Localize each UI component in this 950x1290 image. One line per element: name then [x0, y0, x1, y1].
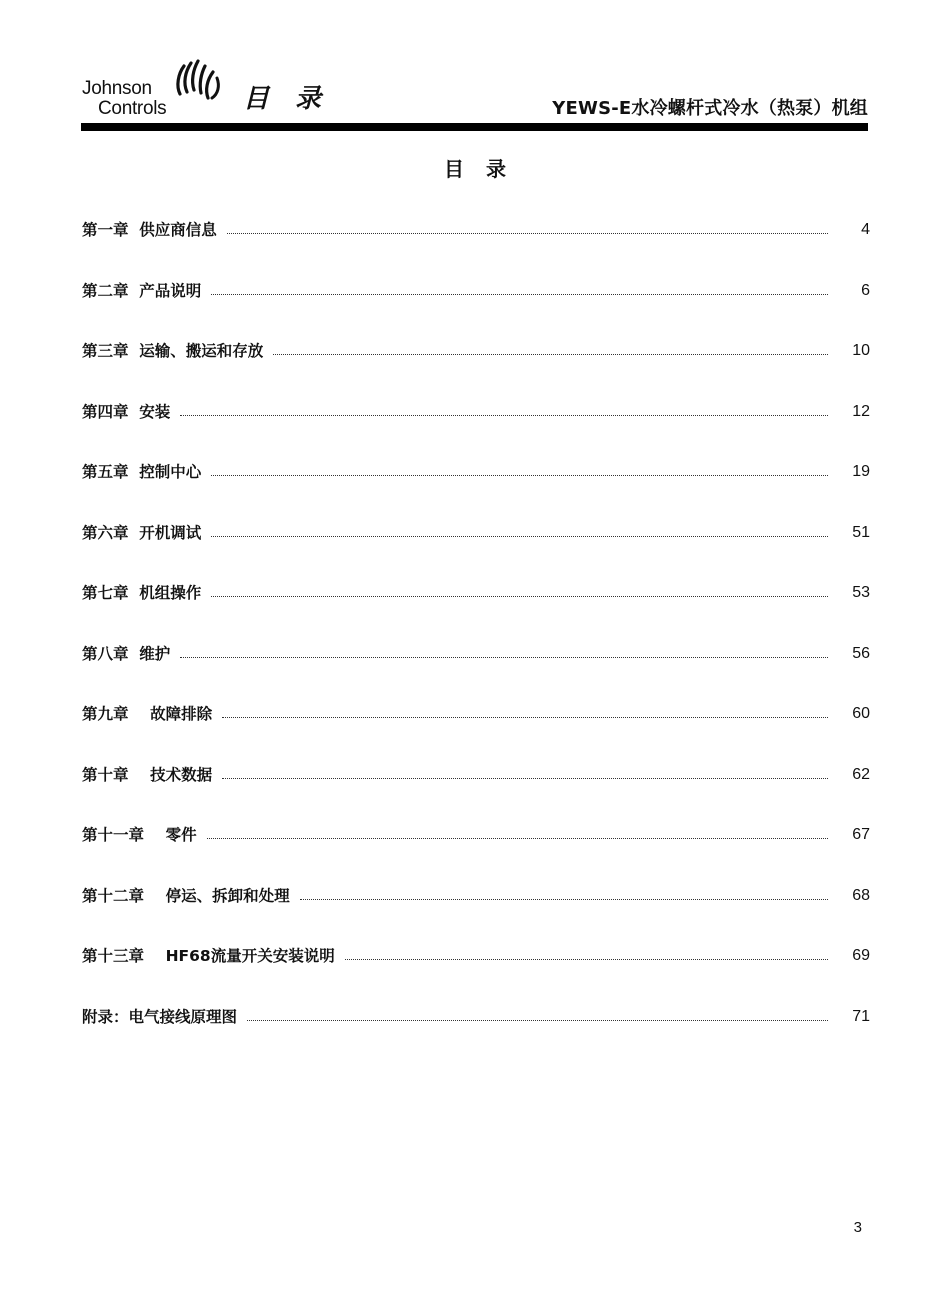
johnson-controls-logo	[82, 58, 227, 122]
toc-entry[interactable]	[82, 210, 870, 240]
toc-entry-label: 第十二章 停运、拆卸和处理	[82, 886, 290, 905]
toc-heading: 目录	[444, 157, 528, 181]
toc-entry[interactable]	[82, 936, 870, 966]
toc-entry-label: 第二章 产品说明	[82, 281, 202, 300]
toc-entry-page: 62	[852, 765, 870, 783]
toc-entry-label: 第六章 开机调试	[82, 523, 202, 542]
johnson-controls-mark-icon	[174, 58, 222, 102]
toc-entry-page: 51	[852, 523, 870, 541]
toc-entry-label: 第十章 技术数据	[82, 765, 213, 784]
toc-entry-page: 60	[852, 705, 870, 722]
toc-entry-page: 67	[852, 826, 870, 843]
toc-entry[interactable]	[82, 331, 870, 361]
toc-entry[interactable]	[82, 634, 870, 664]
toc-leader-dots	[180, 656, 828, 658]
toc-entry[interactable]	[82, 815, 870, 845]
toc-entry-label: 附录：电气接线原理图	[82, 1007, 238, 1026]
header-section-title: 目录	[243, 84, 348, 114]
toc-leader-dots	[247, 1019, 828, 1021]
toc-entry[interactable]	[82, 997, 870, 1027]
toc-entry-page: 53	[852, 584, 870, 601]
toc-entry[interactable]	[82, 392, 870, 422]
toc-entry-page: 56	[852, 644, 870, 662]
toc-leader-dots	[211, 595, 828, 597]
toc-leader-dots	[207, 837, 828, 839]
header-rule	[81, 123, 868, 131]
toc-entry-page: 4	[861, 221, 870, 238]
toc-leader-dots	[273, 353, 828, 355]
toc-leader-dots	[211, 535, 828, 537]
toc-leader-dots	[222, 777, 828, 779]
document-title: YEWS-E水冷螺杆式冷水（热泵）机组	[552, 98, 868, 119]
toc-leader-dots	[211, 293, 828, 295]
toc-entry-label: 第九章 故障排除	[82, 705, 213, 723]
toc-entry-label: 第一章 供应商信息	[82, 221, 217, 239]
table-of-contents	[82, 210, 870, 1057]
toc-leader-dots	[227, 232, 828, 234]
toc-leader-dots	[180, 414, 828, 416]
toc-leader-dots	[345, 958, 828, 960]
toc-entry-label: 第三章 运输、搬运和存放	[82, 342, 264, 360]
toc-entry[interactable]	[82, 694, 870, 724]
toc-leader-dots	[211, 474, 828, 476]
toc-entry-page: 69	[852, 947, 870, 964]
toc-entry-label: 第八章 维护	[82, 644, 171, 663]
toc-entry-page: 10	[852, 342, 870, 359]
toc-entry[interactable]	[82, 573, 870, 603]
toc-entry-page: 19	[852, 463, 870, 480]
toc-entry-label: 第七章 机组操作	[82, 584, 202, 602]
logo-text-line2: Controls	[98, 98, 167, 119]
toc-entry[interactable]	[82, 271, 870, 301]
toc-entry-page: 12	[852, 402, 870, 420]
toc-leader-dots	[222, 716, 828, 718]
toc-entry-page: 68	[852, 886, 870, 904]
toc-entry-label: 第四章 安装	[82, 402, 171, 421]
toc-entry[interactable]	[82, 513, 870, 543]
toc-entry[interactable]	[82, 755, 870, 785]
toc-entry[interactable]	[82, 452, 870, 482]
toc-entry[interactable]	[82, 876, 870, 906]
logo-text-line1: Johnson	[82, 78, 152, 99]
page-number: 3	[853, 1219, 862, 1236]
toc-entry-label: 第十一章 零件	[82, 826, 197, 844]
toc-entry-page: 6	[861, 281, 870, 299]
toc-entry-page: 71	[852, 1007, 870, 1025]
toc-leader-dots	[300, 898, 828, 900]
toc-entry-label: 第十三章 HF68流量开关安装说明	[82, 947, 335, 965]
toc-entry-label: 第五章 控制中心	[82, 463, 202, 481]
